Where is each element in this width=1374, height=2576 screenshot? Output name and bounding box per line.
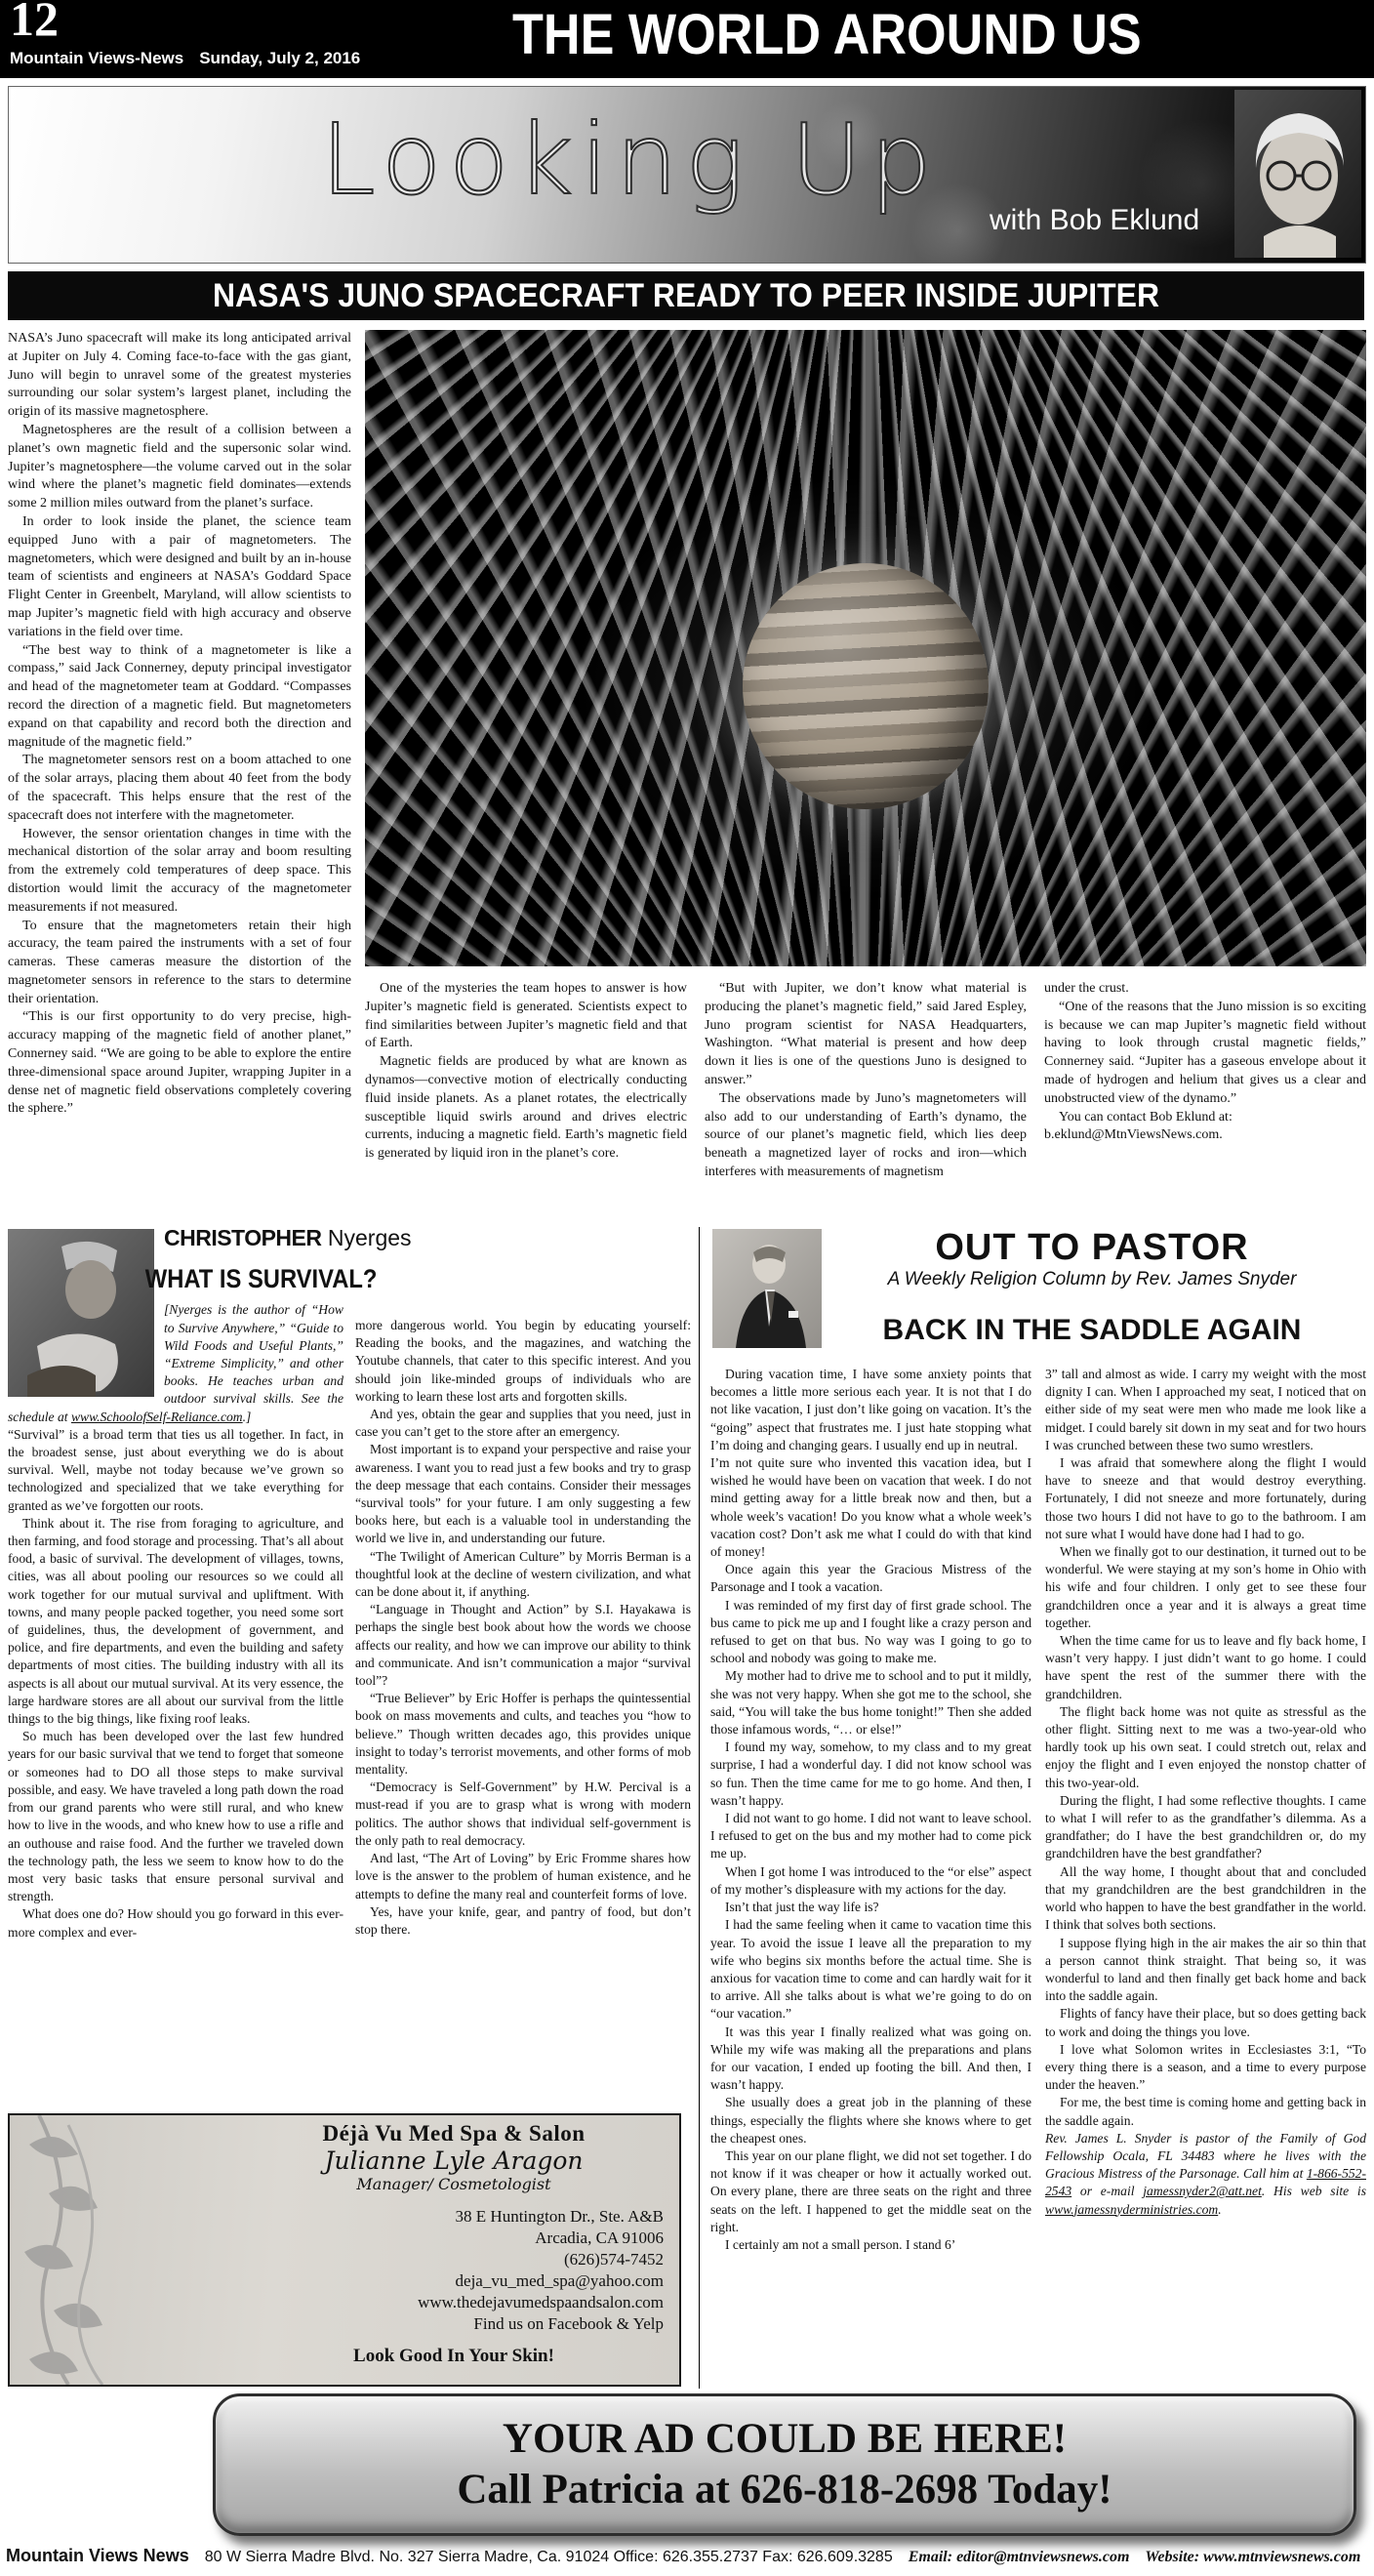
looking-up-banner	[8, 86, 1366, 264]
section-title: THE WORLD AROUND US	[512, 3, 1142, 66]
article-paragraph: To ensure that the magnetometers retain their high accuracy, the team paired the instruments with a set of four cameras. These cameras measure the distortion of the magnetometer sensors in reference to the stars to determine their orientation.	[8, 918, 351, 1006]
spa-ad-content	[244, 2121, 664, 2367]
column-byline: with Bob Eklund	[990, 204, 1200, 236]
juno-right-area	[365, 330, 1366, 1220]
juno-column-1	[8, 330, 351, 1171]
article-paragraph: “The Twilight of American Culture” by Morris Berman is a thoughtful look at the decline of western civilization, and what can be done about it, if anything.	[355, 1548, 691, 1600]
spa-manager-role: Manager/ Cosmetologist	[356, 2175, 551, 2193]
article-paragraph: I found my way, somehow, to my class and to my great surprise, I had a wonderful day. I did not know school was so fun. Then the time came for me to go home. And then, I wasn’t happy.	[710, 1739, 1031, 1808]
pastor-header	[710, 1227, 1366, 1366]
author-last-name: Nyerges	[327, 1227, 412, 1250]
article-paragraph: The observations made by Juno’s magnetometers will also add to our understanding of Earth’s dynamo, the source of our planet’s magnetic field, which lies deep beneath a magnetized layer of rocks and iron—which interferes with measurements of magnetism	[705, 1090, 1027, 1179]
footer-email-label: Email:	[908, 2549, 953, 2565]
jupiter-planet	[743, 563, 989, 809]
spa-website: www.thedejavumedspaandsalon.com	[418, 2293, 664, 2311]
footer-website-label: Website:	[1145, 2549, 1200, 2565]
spa-address-line2: Arcadia, CA 91006	[535, 2228, 664, 2247]
article-paragraph: Think about it. The rise from foraging to agriculture, and then farming, and food storage and processing. That’s all about food, a basic of survival. The development of villages, towns, cities, was all about pooling our resources so we could all work together for our mutual survival and upliftment. With towns, and many people packed together, you need some sort of guidelines, thus, the development of government, and police, and fire departments, and even the building and safety departments of most cities. The building industry with all its aspects is all about our mutual survival. At its very essence, the large hardware stores are all about our survival from the little things to the big things, like fixing roof leaks.	[8, 1515, 344, 1727]
article-paragraph: Magnetic fields are produced by what are known as dynamos—convective motion of electrically conducting fluid inside planets. As a planet rotates, the electrically susceptible liquid swirls around and drives electric currents, inducing a magnetic field. Earth’s magnetic field is generated by liquid iron in the planet’s core.	[365, 1054, 687, 1162]
house-ad-line1: YOUR AD COULD BE HERE!	[502, 2416, 1068, 2462]
article-paragraph: When I got home I was introduced to the “or else” aspect of my mother’s displeasure with my actions for the day.	[710, 1863, 1031, 1897]
pastor-bio	[1045, 2130, 1366, 2219]
page-footer	[6, 2546, 1370, 2566]
spa-manager-name: Julianne Lyle Aragon	[324, 2147, 584, 2175]
contact-line: You can contact Bob Eklund at:	[1059, 1109, 1233, 1124]
jupiter-magnetosphere-image	[365, 330, 1366, 966]
article-paragraph: It was this year I finally realized what was going on. While my wife was making all the preparations and plans for our vacation, I ended up footing the bill. And then, I wasn’t happy.	[710, 2024, 1031, 2093]
footer-email	[909, 2549, 1130, 2566]
nyerges-column-1	[8, 1227, 412, 2107]
article-paragraph: Most important is to expand your perspective and raise your awareness. I want you to read just a few books and try to grasp the deep message that each contains. Consider their messages “survival tools” for your future. I am only suggesting a few books here, but each is a valuable tool in understanding the world we live in, and understanding our future.	[355, 1442, 691, 1546]
footer-website	[1145, 2549, 1360, 2566]
article-headline-bar	[8, 271, 1364, 320]
article-paragraph: “Survival” is a broad term that ties us all together. In fact, in the broadest sense, just about everything we do is about survival. Well, maybe not today because we’ve grown so technologized and specialized that we take everything for granted as we’ve forgotten our roots.	[8, 1426, 344, 1513]
bio-text: . His web site is	[1261, 2184, 1366, 2199]
article-paragraph: I’m not quite sure who invented this vacation idea, but I wished he would have been on vacation that week. I do not mind getting away for a little break now and then, but a whole week’s vacation! Do you know what a whole week’s vacation cost? Don’t ask me what I could do with that kind of money!	[710, 1455, 1031, 1560]
contact-email: b.eklund@MtnViewsNews.com.	[1044, 1127, 1223, 1143]
spa-tagline: Look Good In Your Skin!	[353, 2346, 554, 2366]
article-paragraph: I was reminded of my first day of first grade school. The bus came to pick me up and I fought like a crazy person and refused to get on that bus. No way was I going to go to school and nobody was going to make me.	[710, 1597, 1031, 1666]
article-paragraph: And yes, obtain the gear and supplies that you need, just in case you can’t get to the store after an emergency.	[355, 1407, 691, 1440]
house-ad-line2: Call Patricia at 626-818-2698 Today!	[457, 2467, 1112, 2513]
bio-phone: 1-866-552-2543	[1045, 2166, 1366, 2199]
spa-social: Find us on Facebook & Yelp	[473, 2314, 664, 2333]
column-banner-title: Looking Up	[321, 102, 940, 217]
article-paragraph: I suppose flying high in the air makes the air so thin that a person cannot think straight. That being so, it was wonderful to land and then finally get back home and back into the saddle again.	[1045, 1935, 1366, 2004]
article-paragraph: When the time came for us to leave and fly back home, I wasn’t very happy. I just didn’t want to go home. I could have spent the rest of the summer there with the grandchildren.	[1045, 1633, 1366, 1701]
pastor-column-1	[710, 1366, 1031, 2387]
article-paragraph: All the way home, I thought about that and concluded that my grandchildren are the best grandchildren in the world who happen to have the best grandfather in the world. I think that solves both sections.	[1045, 1863, 1366, 1933]
house-ad	[213, 2393, 1356, 2536]
article-paragraph: And last, “The Art of Loving” by Eric Fromme shares how love is the answer to the problem of human existence, and he attempts to define the many real and counterfeit forms of love.	[355, 1851, 691, 1901]
article-paragraph: “Democracy is Self-Government” by H.W. Percival is a must-read if you are to grasp what is wrong with modern politics. The author shows that individual self-government is the only path to real democracy.	[355, 1779, 691, 1848]
nyerges-section	[8, 1227, 700, 2389]
paper-name: Mountain Views-News	[10, 49, 184, 67]
article-paragraph: Isn’t that just the way life is?	[725, 1900, 879, 1915]
issue-date: Sunday, July 2, 2016	[199, 49, 361, 67]
pastor-column-2	[1045, 1366, 1366, 2387]
article-paragraph: Yes, have your knife, gear, and pantry of food, but don’t stop there.	[355, 1903, 691, 1937]
article-paragraph: When we finally got to our destination, it turned out to be wonderful. We were staying at my son’s home in Ohio with his wife and four children. I only get to see these four grandchildren once a year and it is always a great time together.	[1045, 1544, 1366, 1630]
article-paragraph: In order to look inside the planet, the science team equipped Juno with a pair of magnetometers. The magnetometers, which were designed and built by an in-house team of scientists and engineers at NASA’s Goddard Space Flight Center in Greenbelt, Maryland, will allow scientists to map Jupiter’s magnetic field with high accuracy and observe variations in the field over time.	[8, 513, 351, 639]
intro-website: www.SchoolofSelf-Reliance.com	[70, 1409, 243, 1424]
article-paragraph: under the crust.	[1044, 981, 1129, 996]
article-paragraph: For me, the best time is coming home and getting back in the saddle again.	[1045, 2095, 1366, 2128]
article-paragraph: “One of the reasons that the Juno mission is so exciting is because we can map Jupiter’s magnetic field without having to look through crustal magnetic fields,” Connerney said. “Jupiter has a gaseous envelope about it made of hydrogen and helium that gives us a clear and unobstructed view of the dynamo.”	[1044, 999, 1366, 1106]
bio-email: jamessnyder2@att.net	[1143, 2184, 1262, 2199]
page-number: 12	[10, 0, 59, 46]
article-paragraph: My mother had to drive me to school and to put it mildly, she was not very happy. When she got me to the school, she said, “You will take the bus home tonight!” Then she added those infamous words, “… or else!”	[710, 1668, 1031, 1738]
nyerges-headline: WHAT IS SURVIVAL?	[144, 1264, 378, 1294]
pastor-column-title: OUT TO PASTOR	[935, 1227, 1249, 1268]
bob-eklund-photo	[1234, 90, 1361, 258]
article-paragraph: One of the mysteries the team hopes to answer is how Jupiter’s magnetic field is generated. Scientists expect to find similarities between Jupiter’s magnetic field and that of Earth.	[365, 981, 687, 1051]
juno-column-2	[365, 980, 687, 1220]
lower-section	[8, 1226, 1366, 2389]
deja-vu-spa-ad	[8, 2113, 681, 2387]
snyder-photo	[712, 1229, 822, 1348]
author-first-name: CHRISTOPHER	[164, 1227, 322, 1250]
article-paragraph: Magnetospheres are the result of a collision between a planet’s own magnetic field and the supersonic solar wind. Jupiter’s magnetosphere—the volume carved out in the solar wind where the planet’s magnetic field dominates—extends some 2 million miles outward from the planet’s surface.	[8, 422, 351, 511]
article-paragraph: The flight back home was not quite as stressful as the other flight. Sitting next to me was a two-year-old who hardly took up his own seat. I could stretch out, relax and enjoy the flight and I even enjoyed the nonstop chatter of this two-year-old.	[1045, 1703, 1366, 1790]
bio-text: Rev. James L. Snyder is pastor of the Family of God Fellowship Ocala, FL 34483 where he lives with the Gracious Mistress of the Parsonage. Call him at	[1045, 2130, 1366, 2182]
article-paragraph: I love what Solomon writes in Ecclesiastes 3:1, “To every thing there is a season, and a time to every purpose under the heaven.”	[1045, 2041, 1366, 2093]
nyerges-photo	[8, 1229, 154, 1397]
article-paragraph: “This is our first opportunity to do very precise, high-accuracy mapping of the magnetic field of another planet,” Connerney said. “We are going to be able to explore the entire three-dimensional space around Jupiter, wrapping Jupiter in a dense net of magnetic field observations completely covering the sphere.”	[8, 1009, 351, 1117]
article-paragraph: “Language in Thought and Action” by S.I. Hayakawa is perhaps the single best book about how the words we choose affects our reality, and how we can improve our ability to think and communicate. And isn’t communication a major “survival tool”?	[355, 1602, 691, 1689]
article-paragraph: This year on our plane flight, we did not set together. I do not know if it was cheaper or how it actually worked out. On every plane, there are three seats on the right and three seats on the left. I happened to get the middle seat on the right.	[710, 2147, 1031, 2234]
pastor-column-subtitle: A Weekly Religion Column by Rev. James Snyder	[887, 1269, 1297, 1289]
spa-contact-block	[244, 2206, 664, 2335]
article-paragraph: During the flight, I had some reflective thoughts. I came to what I will refer to as the grandfather’s dilemma. As a grandfather; do I have the best grandchildren or, do my grandchildren have the best grandfather?	[1045, 1792, 1366, 1861]
juno-column-4	[1044, 980, 1366, 1220]
article-paragraph: 3” tall and almost as wide. I carry my weight with the most dignity I can. When I approached my seat, I noticed that on either side of my seat were men who made me look like a midget. I could barely sit down in my seat and for two hours I was crunched between these two sumo wrestlers.	[1045, 1367, 1366, 1452]
intro-text: [Nyerges is the author of “How to Survive Anywhere,” “Guide to Wild Foods and Useful Plants,” “Extreme Simplicity,” and other books. He teaches urban and outdoor survival skills. See the schedule at	[8, 1302, 344, 1424]
article-paragraph: I was afraid that somewhere along the flight I would have to sneeze and that would destroy everything. Fortunately, I did not sneeze and more fortunately, during those two hours I did not have to go to the bathroom. I am not sure what I would have done had I had to go.	[1045, 1455, 1366, 1541]
article-paragraph: Flights of fancy have their place, but so does getting back to work and doing the things you love.	[1045, 2006, 1366, 2039]
paper-name-date	[10, 49, 360, 68]
floral-decoration	[10, 2115, 263, 2385]
article-paragraph: During vacation time, I have some anxiety points that becomes a little more serious each year. It is not that I do not like vacation, I just don’t like going on vacation. It’s the “going” aspect that frustrates me. I just hate stopping what I’m doing and changing gears. I usually end up in neutral.	[710, 1367, 1031, 1452]
footer-paper-name: Mountain Views News	[6, 2546, 189, 2565]
article-paragraph: Once again this year the Gracious Mistress of the Parsonage and I took a vacation.	[710, 1562, 1031, 1595]
article-paragraph: The magnetometer sensors rest on a boom attached to one of the solar arrays, placing them about 40 feet from the body of the spacecraft. This helps ensure that the rest of the spacecraft does not interfere with the magnetometer.	[8, 753, 351, 823]
article-paragraph: However, the sensor orientation changes in time with the mechanical distortion of the solar array and boom resulting from the extremely cold temperatures of deep space. This distortion would limit the accuracy of the magnetometer measurements if not measured.	[8, 826, 351, 915]
article-paragraph: “The best way to think of a magnetometer is like a compass,” said Jack Connerney, deputy principal investigator and head of the magnetometer team at Goddard. “Compasses record the direction of a magnetic field. But magnetometers expand on that capability and record both the direction and magnitude of the magnetic field.”	[8, 642, 351, 750]
article-paragraph: I had the same feeling when it came to vacation time this year. To avoid the issue I leave all the preparation to my wife who begins six months before the actual time. She is anxious for vacation time to come and can hardly wait for it to arrive. All she talks about is what we’re going to do on “our vacation.”	[710, 1917, 1031, 2022]
pastor-section	[700, 1227, 1366, 2389]
juno-subcolumns	[365, 980, 1366, 1220]
bio-website: www.jamessnyderministries.com	[1045, 2201, 1219, 2217]
article-headline: NASA'S JUNO SPACECRAFT READY TO PEER INSIDE JUPITER	[212, 276, 1160, 314]
bio-text: .	[1218, 2201, 1222, 2217]
article-paragraph: She usually does a great job in the planning of these things, especially the flights where she knows where to get the cheapest ones.	[710, 2095, 1031, 2146]
spa-address-line1: 38 E Huntington Dr., Ste. A&B	[455, 2207, 664, 2226]
spa-business-name: Déjà Vu Med Spa & Salon	[322, 2121, 586, 2146]
spa-email: deja_vu_med_spa@yahoo.com	[455, 2271, 664, 2290]
nyerges-column-2	[355, 1227, 691, 2107]
article-paragraph: NASA’s Juno spacecraft will make its long anticipated arrival at Jupiter on July 4. Coming face-to-face with the gas giant, Juno will begin to unravel some of the greatest mysteries surrounding our solar system’s largest planet, including the origin of its massive magnetosphere.	[8, 331, 351, 420]
bio-text: or e-mail	[1071, 2184, 1144, 2199]
footer-address: 80 W Sierra Madre Blvd. No. 327 Sierra Madre, Ca. 91024 Office: 626.355.2737 Fax: 626.609.3285	[204, 2549, 893, 2565]
juno-article	[8, 330, 1366, 1220]
intro-text-end: .]	[242, 1409, 252, 1424]
footer-website-value: www.mtnviewsnews.com	[1203, 2549, 1361, 2565]
article-paragraph: “But with Jupiter, we don’t know what material is producing the planet’s magnetic field,” said Jared Espley, Juno program scientist for NASA Headquarters, Washington. “What material is present and how deep down it lies is one of the questions Juno is designed to answer.”	[705, 981, 1027, 1087]
article-paragraph: “True Believer” by Eric Hoffer is perhaps the quintessential book on mass movements and cults, and teaches you “how to believe.” Though written decades ago, this provides unique insight to today’s terrorist movements, and other forms of mob mentality.	[355, 1691, 691, 1778]
article-paragraph: So much has been developed over the last few hundred years for our basic survival that we tend to forget that someone or someones had to DO all those steps to make survival possible, and easy. We have traveled a long path down the road from our grand parents who were still rural, and who knew how to live in the woods, and who knew how to use a rifle and an outhouse and raise food. And the further we traveled down the technology path, the less we seem to know how to do the most very basic tasks that ensure personal survival and strength.	[8, 1729, 344, 1904]
article-paragraph: I certainly am not a small person. I stand 6’	[725, 2236, 956, 2252]
juno-column-3	[705, 980, 1027, 1220]
article-paragraph: I did not want to go home. I did not want to leave school. I refused to get on the bus and my mother had to come pick me up.	[710, 1811, 1031, 1861]
article-paragraph: more dangerous world. You begin by educating yourself: Reading the books, and the magazines, and watching the Youtube channels, that cater to this specific interest. And you should join like-minded groups of individuals who are working to learn these lost arts and forgotten skills.	[355, 1318, 691, 1404]
pastor-headline: BACK IN THE SADDLE AGAIN	[882, 1314, 1302, 1346]
article-paragraph: What does one do? How should you go forward in this ever-more complex and ever-	[8, 1906, 344, 1940]
masthead	[0, 0, 1374, 78]
spa-phone: (626)574-7452	[564, 2250, 664, 2269]
footer-email-value: editor@mtnviewsnews.com	[956, 2549, 1130, 2565]
